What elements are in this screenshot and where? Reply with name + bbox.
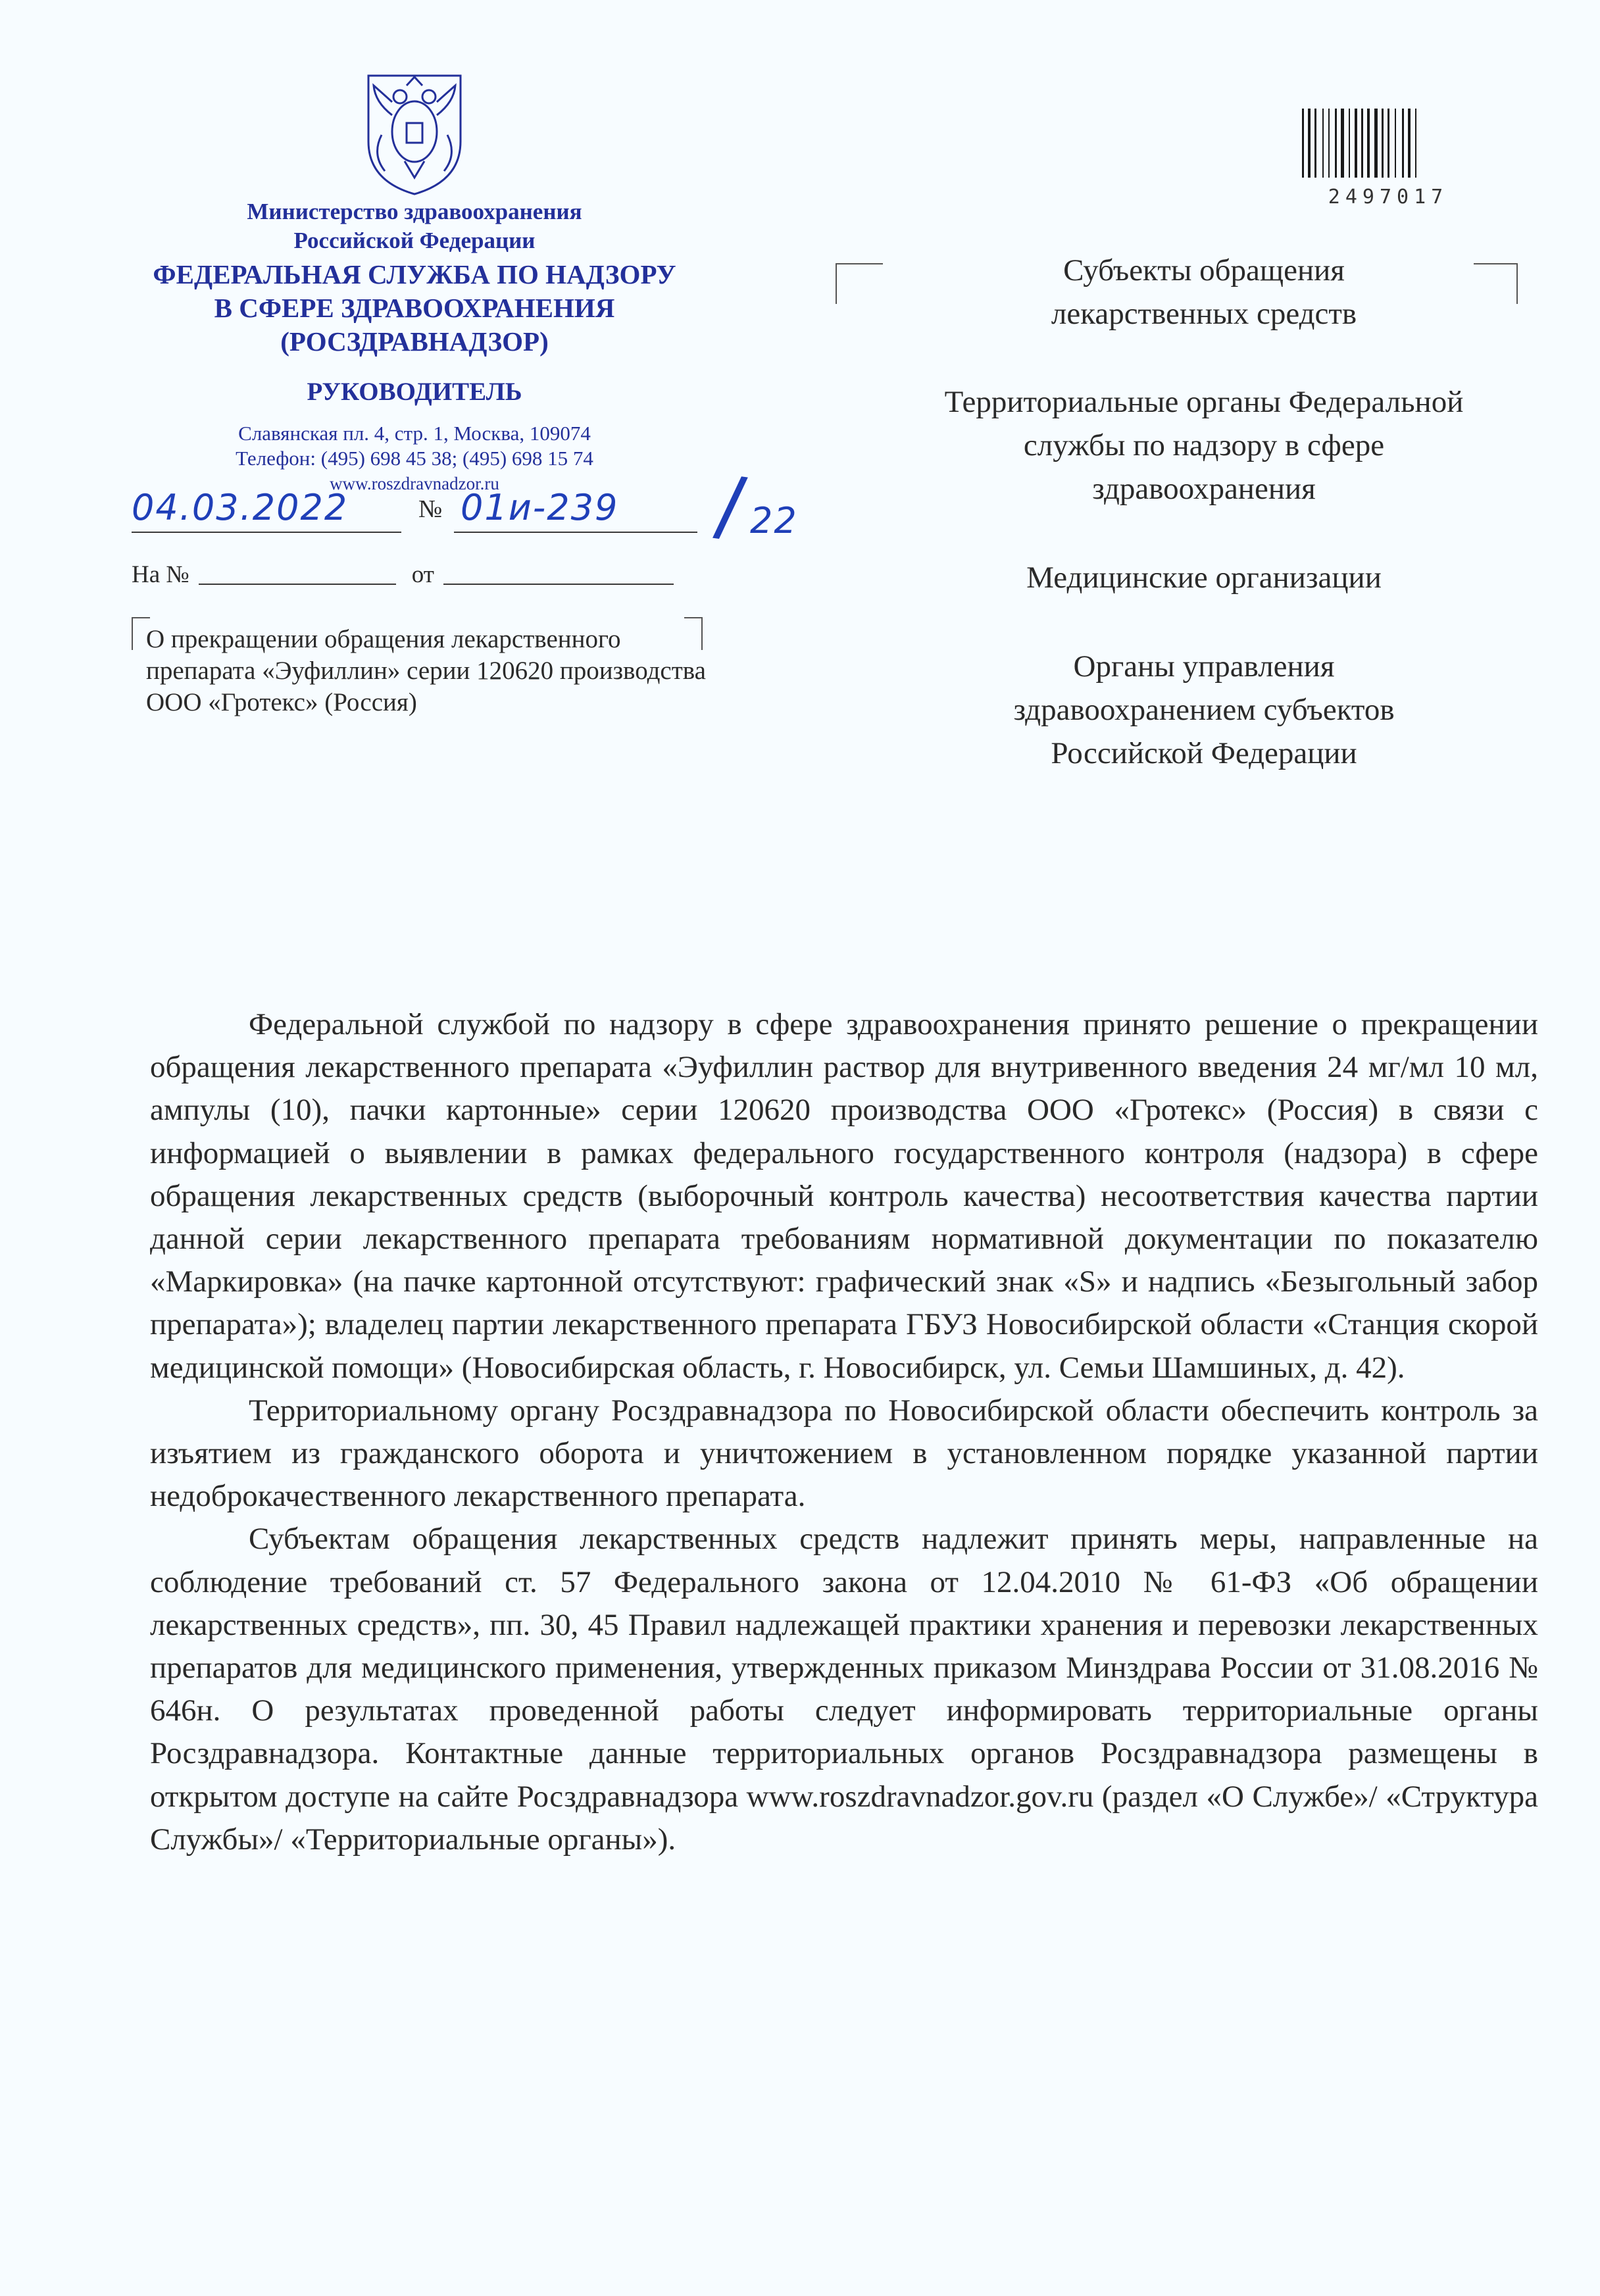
addressee-1 bbox=[875, 249, 1533, 336]
registration-number: 01и-239 bbox=[461, 487, 619, 528]
service-name bbox=[118, 258, 711, 359]
number-sign: № bbox=[418, 495, 443, 523]
barcode-bar bbox=[1374, 109, 1378, 178]
addressee-4 bbox=[875, 645, 1533, 775]
barcode-bar bbox=[1382, 109, 1384, 178]
barcode-number: 2497017 bbox=[1328, 186, 1449, 209]
number-underline bbox=[454, 532, 697, 533]
service-line-1: ФЕДЕРАЛЬНАЯ СЛУЖБА ПО НАДЗОРУ bbox=[153, 259, 676, 289]
number-slash: / bbox=[711, 459, 751, 554]
barcode-bar bbox=[1402, 109, 1404, 178]
postal-address: Славянская пл. 4, стр. 1, Москва, 109074 bbox=[238, 422, 591, 445]
barcode-bar bbox=[1388, 109, 1389, 178]
barcode-bar bbox=[1395, 109, 1396, 178]
addressee-4-text: Органы управления здравоохранением субъектов Российской Федерации bbox=[1013, 649, 1395, 770]
body-paragraph-1: Федеральной службой по надзору в сфере здравоохранения принято решение о прекращении обращения лекарственного препарата «Эуфиллин раствор для внутривенного введения 24 мг/мл 10 мл, ампулы (10), пачки картонные» серии 120620 производства ООО «Гротекс» (Россия) в связи с информацией о выявлении в рамках федерального государственного контроля (надзора) в сфере обращения лекарственных средств (выборочный контроль качества) несоответствия качества партии данной серии лекарственного препарата требованиям нормативной документации по показателю «Маркировка» (на пачке картонной отсутствуют: графический знак «S» и надпись «Безыгольный забор препарата»); владелец партии лекарственного препарата ГБУЗ Новосибирской области «Станция скорой медицинской помощи» (Новосибирская область, г. Новосибирск, ул. Семьи Шамшиных, д. 42). bbox=[150, 1007, 1538, 1385]
barcode-bar bbox=[1308, 109, 1311, 178]
date-underline bbox=[132, 532, 401, 533]
barcode bbox=[1299, 109, 1477, 209]
barcode-bar bbox=[1314, 109, 1316, 178]
website-link: www.roszdravnadzor.ru bbox=[330, 474, 499, 493]
barcode-bar bbox=[1367, 109, 1370, 178]
barcode-bars bbox=[1299, 109, 1477, 181]
reply-date-blank bbox=[443, 584, 674, 585]
addressee-1-text: Субъекты обращения лекарственных средств bbox=[1051, 253, 1357, 331]
letterhead-contacts bbox=[151, 421, 678, 496]
barcode-bar bbox=[1349, 109, 1350, 178]
barcode-bar bbox=[1361, 109, 1363, 178]
letter-subject: О прекращении обращения лекарственного препарата «Эуфиллин» серии 120620 производства ООО «Гротекс» (Россия) bbox=[146, 625, 706, 716]
barcode-bar bbox=[1355, 109, 1357, 178]
reply-number-blank bbox=[199, 584, 396, 585]
barcode-bar bbox=[1341, 109, 1344, 178]
body-paragraph-2: Территориальному органу Росздравнадзора по Новосибирской области обеспечить контроль за изъятием из гражданского оборота и уничтожением в установленном порядке указанной партии недоброкачественного лекарственного препарата. bbox=[150, 1393, 1538, 1514]
addressee-2-text: Территориальные органы Федеральной службы по надзору в сфере здравоохранения bbox=[944, 385, 1464, 506]
reply-to-line bbox=[132, 561, 674, 589]
barcode-bar bbox=[1415, 109, 1416, 178]
barcode-bar bbox=[1302, 109, 1304, 178]
service-line-3: (РОСЗДРАВНАДЗОР) bbox=[280, 326, 549, 357]
registration-year-suffix: 22 bbox=[750, 500, 798, 541]
reply-to-label: На № bbox=[132, 561, 189, 588]
addressee-2 bbox=[875, 380, 1533, 511]
coat-of-arms-emblem bbox=[355, 62, 474, 201]
registration-date: 04.03.2022 bbox=[132, 487, 349, 528]
barcode-bar bbox=[1335, 109, 1337, 178]
service-line-2: В СФЕРЕ ЗДРАВООХРАНЕНИЯ bbox=[214, 293, 615, 323]
ministry-name bbox=[151, 197, 678, 255]
addressee-3 bbox=[875, 556, 1533, 599]
ministry-label: Министерство здравоохранения Российской Федерации bbox=[247, 199, 582, 253]
letter-body bbox=[150, 1003, 1538, 1861]
head-title: РУКОВОДИТЕЛЬ bbox=[307, 378, 522, 406]
double-headed-eagle-icon bbox=[355, 62, 474, 201]
barcode-bar bbox=[1408, 109, 1411, 178]
barcode-bar bbox=[1322, 109, 1324, 178]
addressee-3-text: Медицинские организации bbox=[1026, 561, 1382, 595]
barcode-bar bbox=[1328, 109, 1330, 178]
body-paragraph-3: Субъектам обращения лекарственных средств надлежит принять меры, направленные на соблюдение требований ст. 57 Федерального закона от 12.04.2010 № 61-ФЗ «Об обращении лекарственных средств», пп. 30, 45 Правил надлежащей практики хранения и перевозки лекарственных препаратов для медицинского применения, утвержденных приказом Минздрава России от 31.08.2016 № 646н. О результатах проведенной работы следует информировать территориальные органы Росздравнадзора. Контактные данные территориальных органов Росздравнадзора размещены в открытом доступе на сайте Росздравнадзора www.roszdravnadzor.gov.ru (раздел «О Службе»/ «Структура Службы»/ «Территориальные органы»). bbox=[150, 1522, 1538, 1857]
phone-numbers: Телефон: (495) 698 45 38; (495) 698 15 74 bbox=[236, 447, 593, 470]
from-label: от bbox=[411, 561, 434, 588]
